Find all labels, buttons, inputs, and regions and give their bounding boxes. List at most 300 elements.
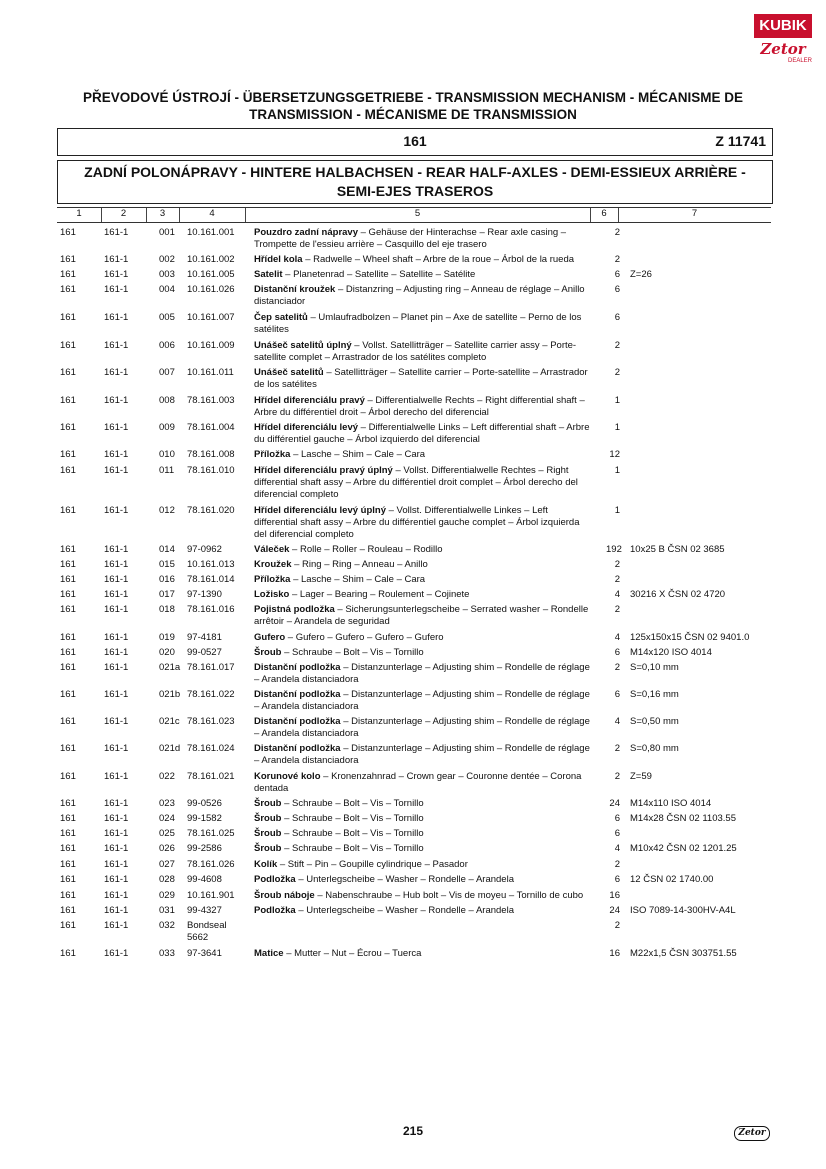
part-translations: – Gufero – Gufero – Gufero – Gufero: [285, 632, 444, 643]
cell-description: [254, 465, 594, 501]
cell-quantity: 2: [614, 859, 620, 870]
cell-description: [254, 689, 594, 713]
cell-description: [254, 905, 594, 917]
part-translations: – Distanzunterlage – Adjusting shim – Rondelle de réglage – Arandela distanciadora: [254, 689, 590, 712]
part-name: Distanční podložka: [254, 716, 341, 727]
cell-c2: 161-1: [104, 689, 129, 700]
cell-note: 12 ČSN 02 1740.00: [630, 874, 714, 885]
cell-c3: 023: [159, 798, 175, 809]
cell-description: [254, 948, 594, 960]
part-name: Hřídel diferenciálu levý: [254, 422, 359, 433]
section-title: ZADNÍ POLONÁPRAVY - HINTERE HALBACHSEN - REAR HALF-AXLES - DEMI-ESSIEUX ARRIÈRE - SEMI-EJES TRASEROS: [84, 164, 746, 199]
cell-c4: 78.161.023: [187, 716, 235, 727]
cell-quantity: 6: [614, 284, 620, 295]
part-translations: – Schraube – Bolt – Vis – Tornillo: [281, 828, 424, 839]
cell-c2: 161-1: [104, 465, 129, 476]
part-translations: – Vollst. Differentialwelle Linkes – Left differential shaft assy – Arbre du différentiel gauche complet – Árbol izquierda del diferencial completo: [254, 505, 580, 540]
cell-c3: 029: [159, 890, 175, 901]
part-name: Distanční podložka: [254, 662, 341, 673]
page-number: 215: [402, 1124, 424, 1138]
cell-description: [254, 312, 594, 336]
cell-c4: 10.161.009: [187, 340, 235, 351]
cell-c1: 161: [60, 632, 76, 643]
cell-note: 10x25 B ČSN 02 3685: [630, 544, 725, 555]
cell-c4: 97-0962: [187, 544, 222, 555]
cell-c2: 161-1: [104, 254, 129, 265]
cell-c2: 161-1: [104, 874, 129, 885]
cell-quantity: 2: [614, 920, 620, 931]
part-name: Distanční kroužek: [254, 284, 336, 295]
cell-c2: 161-1: [104, 828, 129, 839]
cell-c2: 161-1: [104, 312, 129, 323]
column-header-row: [57, 207, 771, 223]
cell-c1: 161: [60, 544, 76, 555]
part-translations: – Satellitträger – Satellite carrier – Porte-satellite – Arrastrador de los satélites: [254, 367, 588, 390]
cell-c2: 161-1: [104, 771, 129, 782]
part-translations: – Lasche – Shim – Cale – Cara: [290, 574, 426, 585]
part-name: Korunové kolo: [254, 771, 321, 782]
part-name: Hřídel diferenciálu levý úplný: [254, 505, 386, 516]
cell-c1: 161: [60, 890, 76, 901]
cell-c3: 019: [159, 632, 175, 643]
cell-quantity: 2: [614, 254, 620, 265]
part-translations: – Rolle – Roller – Rouleau – Rodillo: [289, 544, 443, 555]
cell-c2: 161-1: [104, 920, 129, 931]
cell-c3: 011: [159, 465, 175, 476]
cell-description: [254, 716, 594, 740]
cell-description: [254, 367, 594, 391]
cell-c2: 161-1: [104, 604, 129, 615]
cell-note: S=0,16 mm: [630, 689, 679, 700]
part-name: Unášeč satelitů úplný: [254, 340, 352, 351]
cell-c2: 161-1: [104, 395, 129, 406]
cell-c1: 161: [60, 689, 76, 700]
cell-c1: 161: [60, 395, 76, 406]
cell-quantity: 192: [606, 544, 622, 555]
cell-description: [254, 284, 594, 308]
cell-c2: 161-1: [104, 798, 129, 809]
cell-c1: 161: [60, 227, 76, 238]
cell-c2: 161-1: [104, 743, 129, 754]
cell-c1: 161: [60, 312, 76, 323]
cell-note: M10x42 ČSN 02 1201.25: [630, 843, 737, 854]
part-name: Šroub: [254, 828, 282, 839]
cell-c4: 99-4608: [187, 874, 222, 885]
cell-c4: 97-1390: [187, 589, 222, 600]
part-name: Váleček: [254, 544, 290, 555]
cell-quantity: 1: [614, 395, 620, 406]
cell-description: [254, 544, 594, 556]
cell-c4: 99-0527: [187, 647, 222, 658]
cell-c1: 161: [60, 604, 76, 615]
cell-c2: 161-1: [104, 890, 129, 901]
part-translations: – Lager – Bearing – Roulement – Cojinete: [289, 589, 470, 600]
column-header: 3: [159, 208, 166, 219]
cell-c2: 161-1: [104, 574, 129, 585]
cell-c4: 10.161.005: [187, 269, 235, 280]
cell-c4: 10.161.026: [187, 284, 235, 295]
page-title: PŘEVODOVÉ ÚSTROJÍ - ÜBERSETZUNGSGETRIEBE - TRANSMISSION MECHANISM - MÉCANISME DE TRANSMISSION - MÉCANISME DE TRANSMISSION: [82, 90, 744, 122]
cell-c2: 161-1: [104, 662, 129, 673]
cell-description: [254, 890, 594, 902]
cell-note: Z=59: [630, 771, 652, 782]
cell-c4: 99-2586: [187, 843, 222, 854]
cell-quantity: 12: [609, 449, 620, 460]
cell-c4: 78.161.003: [187, 395, 235, 406]
column-header: 4: [209, 208, 215, 219]
cell-c2: 161-1: [104, 227, 129, 238]
cell-c1: 161: [60, 905, 76, 916]
cell-c1: 161: [60, 874, 76, 885]
cell-description: [254, 340, 594, 364]
cell-note: 125x150x15 ČSN 02 9401.0: [630, 632, 750, 643]
cell-c2: 161-1: [104, 559, 129, 570]
cell-c2: 161-1: [104, 632, 129, 643]
cell-c1: 161: [60, 828, 76, 839]
cell-c3: 028: [159, 874, 175, 885]
cell-quantity: 4: [614, 843, 620, 854]
cell-quantity: 1: [614, 465, 620, 476]
part-name: Pojistná podložka: [254, 604, 335, 615]
part-name: Šroub: [254, 843, 282, 854]
part-translations: – Schraube – Bolt – Vis – Tornillo: [281, 798, 424, 809]
part-translations: – Kronenzahnrad – Crown gear – Couronne dentée – Corona dentada: [254, 771, 582, 794]
cell-c1: 161: [60, 662, 76, 673]
cell-c3: 007: [159, 367, 175, 378]
cell-description: [254, 647, 594, 659]
cell-c3: 020: [159, 647, 175, 658]
logo-brand: Zetor: [760, 40, 806, 58]
part-name: Distanční podložka: [254, 743, 341, 754]
cell-note: S=0,50 mm: [630, 716, 679, 727]
cell-c4: 99-0526: [187, 798, 222, 809]
cell-c4: 78.161.020: [187, 505, 235, 516]
cell-c4: 10.161.007: [187, 312, 235, 323]
cell-c1: 161: [60, 743, 76, 754]
cell-c3: 018: [159, 604, 175, 615]
cell-description: [254, 422, 594, 446]
cell-quantity: 6: [614, 312, 620, 323]
cell-c4: 97-3641: [187, 948, 222, 959]
cell-note: Z=26: [630, 269, 652, 280]
cell-c3: 002: [159, 254, 175, 265]
cell-c4: 10.161.001: [187, 227, 235, 238]
cell-quantity: 6: [614, 689, 620, 700]
cell-c2: 161-1: [104, 905, 129, 916]
part-translations: – Gehäuse der Hinterachse – Rear axle casing – Trompette de l'essieu arrière – Casquillo del eje trasero: [254, 227, 567, 250]
cell-c4: 97-4181: [187, 632, 222, 643]
cell-c1: 161: [60, 771, 76, 782]
cell-c1: 161: [60, 505, 76, 516]
part-name: Šroub: [254, 798, 282, 809]
cell-c3: 026: [159, 843, 175, 854]
cell-c2: 161-1: [104, 505, 129, 516]
cell-c2: 161-1: [104, 813, 129, 824]
cell-quantity: 24: [609, 798, 620, 809]
cell-c2: 161-1: [104, 284, 129, 295]
cell-c2: 161-1: [104, 716, 129, 727]
part-translations: – Radwelle – Wheel shaft – Arbre de la roue – Árbol de la rueda: [302, 254, 575, 265]
part-name: Příložka: [254, 449, 291, 460]
cell-quantity: 4: [614, 632, 620, 643]
cell-quantity: 1: [614, 422, 620, 433]
cell-quantity: 24: [609, 905, 620, 916]
cell-quantity: 4: [614, 716, 620, 727]
cell-quantity: 6: [614, 647, 620, 658]
cell-description: [254, 604, 594, 628]
cell-c2: 161-1: [104, 340, 129, 351]
cell-c3: 010: [159, 449, 175, 460]
part-name: Gufero: [254, 632, 286, 643]
column-header: 5: [414, 208, 421, 219]
cell-description: [254, 254, 594, 266]
part-name: Příložka: [254, 574, 291, 585]
cell-c3: 016: [159, 574, 175, 585]
cell-c4: 78.161.014: [187, 574, 235, 585]
cell-c3: 024: [159, 813, 175, 824]
cell-c1: 161: [60, 647, 76, 658]
cell-description: [254, 828, 594, 840]
cell-description: [254, 813, 594, 825]
part-translations: – Schraube – Bolt – Vis – Tornillo: [281, 843, 424, 854]
part-translations: – Umlaufradbolzen – Planet pin – Axe de satellite – Perno de los satélites: [254, 312, 582, 335]
part-translations: – Lasche – Shim – Cale – Cara: [290, 449, 426, 460]
part-translations: – Differentialwelle Links – Left differential shaft – Arbre du différentiel gauche – Árbol izquierdo del diferencial: [254, 422, 590, 445]
cell-description: [254, 395, 594, 419]
cell-c3: 025: [159, 828, 175, 839]
part-translations: – Mutter – Nut – Écrou – Tuerca: [283, 948, 422, 959]
part-name: Ložisko: [254, 589, 290, 600]
cell-quantity: 2: [614, 227, 620, 238]
cell-quantity: 6: [614, 813, 620, 824]
cell-quantity: 4: [614, 589, 620, 600]
cell-c2: 161-1: [104, 948, 129, 959]
cell-note: S=0,10 mm: [630, 662, 679, 673]
cell-c3: 021d: [159, 743, 181, 754]
cell-c2: 161-1: [104, 859, 129, 870]
cell-description: [254, 743, 594, 767]
cell-c3: 006: [159, 340, 175, 351]
part-name: Podložka: [254, 905, 296, 916]
column-header: 1: [76, 208, 82, 219]
cell-c3: 014: [159, 544, 175, 555]
cell-c4: 10.161.901: [187, 890, 235, 901]
cell-note: M14x28 ČSN 02 1103.55: [630, 813, 736, 824]
cell-description: [254, 859, 594, 871]
cell-c1: 161: [60, 559, 76, 570]
part-translations: – Distanzring – Adjusting ring – Anneau de réglage – Anillo distanciador: [254, 284, 585, 307]
cell-quantity: 16: [609, 948, 620, 959]
cell-quantity: 2: [614, 743, 620, 754]
part-name: Distanční podložka: [254, 689, 341, 700]
cell-c4: 10.161.013: [187, 559, 235, 570]
cell-c4: 10.161.011: [187, 367, 234, 378]
cell-c1: 161: [60, 340, 76, 351]
cell-quantity: 6: [614, 828, 620, 839]
part-name: Hřídel kola: [254, 254, 303, 265]
cell-description: [254, 227, 594, 251]
cell-c1: 161: [60, 948, 76, 959]
cell-c2: 161-1: [104, 269, 129, 280]
part-translations: – Differentialwelle Rechts – Right differential shaft – Arbre du différentiel droit – Árbol derecho del diferencial: [254, 395, 585, 418]
cell-c2: 161-1: [104, 422, 129, 433]
cell-c4: 78.161.008: [187, 449, 235, 460]
group-code: Z 11741: [715, 133, 766, 149]
cell-c2: 161-1: [104, 589, 129, 600]
cell-c1: 161: [60, 465, 76, 476]
part-translations: – Ring – Ring – Anneau – Anillo: [291, 559, 428, 570]
part-translations: – Planetenrad – Satellite – Satellite – Satélite: [282, 269, 476, 280]
group-number: 161: [403, 133, 427, 149]
column-header: 6: [601, 208, 607, 219]
cell-description: [254, 449, 594, 461]
cell-c3: 021c: [159, 716, 180, 727]
part-name: Čep satelitů: [254, 312, 308, 323]
cell-c1: 161: [60, 574, 76, 585]
part-name: Kolík: [254, 859, 278, 870]
cell-description: [254, 843, 594, 855]
cell-c3: 004: [159, 284, 175, 295]
cell-c4: Bondseal 5662: [187, 920, 227, 943]
part-translations: – Sicherungsunterlegscheibe – Serrated washer – Rondelle arrêtoir – Arandela de seguridad: [254, 604, 589, 627]
part-translations: – Nabenschraube – Hub bolt – Vis de moyeu – Tornillo de cubo: [314, 890, 584, 901]
cell-c4: 78.161.025: [187, 828, 235, 839]
cell-description: [254, 771, 594, 795]
part-name: Šroub náboje: [254, 890, 315, 901]
cell-description: [254, 662, 594, 686]
cell-c4: 78.161.016: [187, 604, 235, 615]
cell-c1: 161: [60, 367, 76, 378]
cell-description: [254, 574, 594, 586]
kubik-zetor-logo: [754, 14, 812, 72]
cell-c3: 022: [159, 771, 175, 782]
cell-description: [254, 505, 594, 541]
part-name: Pouzdro zadní nápravy: [254, 227, 358, 238]
cell-c2: 161-1: [104, 367, 129, 378]
cell-c4: 78.161.024: [187, 743, 235, 754]
cell-c3: 003: [159, 269, 175, 280]
cell-c3: 021a: [159, 662, 181, 673]
cell-c2: 161-1: [104, 647, 129, 658]
part-name: Kroužek: [254, 559, 292, 570]
cell-quantity: 6: [614, 269, 620, 280]
cell-c3: 033: [159, 948, 175, 959]
column-header: 7: [691, 208, 698, 219]
cell-c3: 005: [159, 312, 175, 323]
cell-quantity: 2: [614, 662, 620, 673]
cell-quantity: 16: [609, 890, 620, 901]
cell-c4: 78.161.022: [187, 689, 235, 700]
cell-quantity: 6: [614, 874, 620, 885]
cell-c4: 78.161.017: [187, 662, 235, 673]
cell-note: M14x110 ISO 4014: [630, 798, 712, 809]
cell-c1: 161: [60, 920, 76, 931]
cell-c2: 161-1: [104, 544, 129, 555]
cell-c1: 161: [60, 813, 76, 824]
part-name: Šroub: [254, 813, 282, 824]
cell-c3: 032: [159, 920, 175, 931]
cell-c3: 017: [159, 589, 175, 600]
part-name: Matice: [254, 948, 284, 959]
cell-description: [254, 559, 594, 571]
cell-c3: 021b: [159, 689, 181, 700]
cell-c2: 161-1: [104, 449, 129, 460]
cell-c1: 161: [60, 716, 76, 727]
part-name: Unášeč satelitů: [254, 367, 324, 378]
part-translations: – Stift – Pin – Goupille cylindrique – Pasador: [277, 859, 468, 870]
part-name: Podložka: [254, 874, 296, 885]
cell-c4: 10.161.002: [187, 254, 235, 265]
cell-c3: 012: [159, 505, 175, 516]
part-translations: – Vollst. Satellitträger – Satellite carrier assy – Porte-satellite complet – Arrastrador de los satélites completo: [254, 340, 577, 363]
cell-c3: 009: [159, 422, 175, 433]
part-translations: – Unterlegscheibe – Washer – Rondelle – Arandela: [295, 905, 514, 916]
cell-quantity: 2: [614, 367, 620, 378]
cell-note: 30216 X ČSN 02 4720: [630, 589, 726, 600]
cell-c1: 161: [60, 859, 76, 870]
cell-c1: 161: [60, 449, 76, 460]
cell-c3: 031: [159, 905, 175, 916]
cell-description: [254, 632, 594, 644]
part-name: Satelit: [254, 269, 283, 280]
cell-c4: 78.161.010: [187, 465, 235, 476]
part-name: Šroub: [254, 647, 282, 658]
cell-quantity: 1: [614, 505, 620, 516]
cell-c4: 99-1582: [187, 813, 222, 824]
cell-note: M22x1,5 ČSN 303751.55: [630, 948, 737, 959]
cell-c1: 161: [60, 284, 76, 295]
cell-c4: 99-4327: [187, 905, 222, 916]
cell-c3: 001: [159, 227, 175, 238]
cell-c4: 78.161.026: [187, 859, 235, 870]
cell-c4: 78.161.021: [187, 771, 235, 782]
part-translations: – Distanzunterlage – Adjusting shim – Rondelle de réglage – Arandela distanciadora: [254, 662, 590, 685]
cell-description: [254, 798, 594, 810]
part-translations: – Schraube – Bolt – Vis – Tornillo: [281, 813, 424, 824]
part-name: Hřídel diferenciálu pravý úplný: [254, 465, 393, 476]
cell-quantity: 2: [614, 559, 620, 570]
group-header-box: [57, 128, 773, 156]
cell-c3: 015: [159, 559, 175, 570]
cell-c1: 161: [60, 798, 76, 809]
column-header: 2: [120, 208, 127, 219]
cell-note: S=0,80 mm: [630, 743, 679, 754]
cell-note: M14x120 ISO 4014: [630, 647, 712, 658]
cell-c1: 161: [60, 843, 76, 854]
cell-c1: 161: [60, 589, 76, 600]
footer-zetor-logo: Zetor: [734, 1126, 770, 1141]
part-translations: – Distanzunterlage – Adjusting shim – Rondelle de réglage – Arandela distanciadora: [254, 743, 590, 766]
part-translations: – Schraube – Bolt – Vis – Tornillo: [281, 647, 424, 658]
cell-description: [254, 874, 594, 886]
part-translations: – Unterlegscheibe – Washer – Rondelle – Arandela: [295, 874, 514, 885]
cell-c3: 008: [159, 395, 175, 406]
cell-c1: 161: [60, 254, 76, 265]
cell-c4: 78.161.004: [187, 422, 235, 433]
part-translations: – Distanzunterlage – Adjusting shim – Rondelle de réglage – Arandela distanciadora: [254, 716, 590, 739]
cell-quantity: 2: [614, 771, 620, 782]
part-translations: – Vollst. Differentialwelle Rechtes – Right differential shaft assy – Arbre du différentiel droit complet – Árbol derecho del diferencial completo: [254, 465, 578, 500]
section-header-box: [57, 160, 773, 204]
cell-description: [254, 269, 594, 281]
cell-quantity: 2: [614, 574, 620, 585]
cell-c3: 027: [159, 859, 175, 870]
part-name: Hřídel diferenciálu pravý: [254, 395, 365, 406]
cell-c1: 161: [60, 422, 76, 433]
cell-note: ISO 7089-14-300HV-A4L: [630, 905, 736, 916]
logo-sub: DEALER: [787, 58, 812, 64]
cell-description: [254, 589, 594, 601]
